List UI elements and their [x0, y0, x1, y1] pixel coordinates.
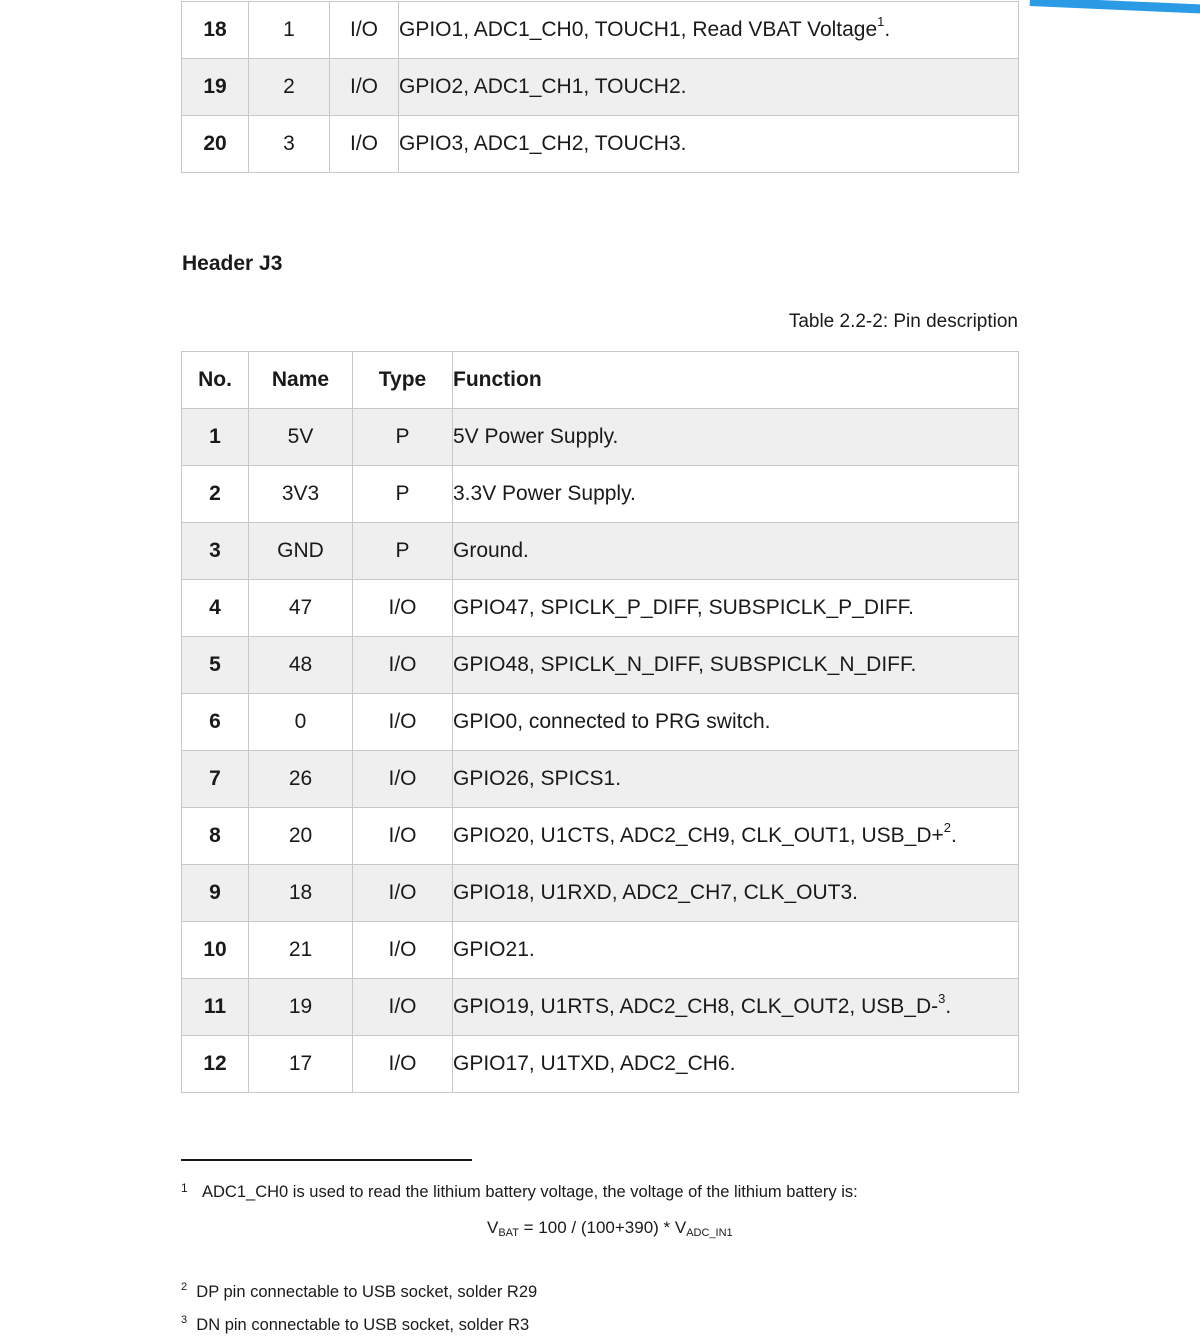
pin-function-cell: GPIO3, ADC1_CH2, TOUCH3.: [399, 116, 1019, 173]
footnote-2: $^2$ DP pin connectable to USB socket, solder R29: [181, 1281, 538, 1301]
pin-function-cell: GPIO0, connected to PRG switch.: [453, 694, 1019, 751]
pin-number-cell: 3: [182, 523, 249, 580]
pin-type-cell: I/O: [353, 979, 453, 1036]
pin-name-cell: 21: [249, 922, 353, 979]
pin-function-cell: GPIO26, SPICS1.: [453, 751, 1019, 808]
table-row: [182, 865, 1019, 922]
pin-number-cell: 2: [182, 466, 249, 523]
pin-number-cell: 12: [182, 1036, 249, 1093]
pin-type-cell: I/O: [353, 808, 453, 865]
pin-type-cell: I/O: [353, 694, 453, 751]
footnote-1-mark: 1: [181, 1181, 188, 1195]
pin-name-cell: 17: [249, 1036, 353, 1093]
pin-function-cell: GPIO1, ADC1_CH0, TOUCH1, Read VBAT Voltage$^1$.: [399, 2, 1019, 59]
pin-name-cell: 3V3: [249, 466, 353, 523]
table-row: [182, 2, 1019, 59]
pin-number-cell: 1: [182, 409, 249, 466]
footnote-3: $^3$ DN pin connectable to USB socket, solder R3: [181, 1314, 530, 1334]
pin-type-cell: I/O: [353, 922, 453, 979]
pin-type-cell: I/O: [330, 116, 399, 173]
pin-type-cell: P: [353, 466, 453, 523]
pin-name-cell: 18: [249, 865, 353, 922]
pin-number-cell: 4: [182, 580, 249, 637]
table-row: [182, 580, 1019, 637]
pin-name-cell: 3: [249, 116, 330, 173]
pin-number-cell: 18: [182, 2, 249, 59]
pin-number-cell: 20: [182, 116, 249, 173]
pin-type-cell: P: [353, 523, 453, 580]
table-row: [182, 694, 1019, 751]
pin-function-cell: GPIO20, U1CTS, ADC2_CH9, CLK_OUT1, USB_D+$^2$.: [453, 808, 1019, 865]
table-row: [182, 1036, 1019, 1093]
table-row: [182, 922, 1019, 979]
pin-number-cell: 11: [182, 979, 249, 1036]
pin-number-cell: 7: [182, 751, 249, 808]
pin-type-cell: I/O: [353, 1036, 453, 1093]
footnote-reference: 2: [943, 820, 951, 835]
pin-number-cell: 10: [182, 922, 249, 979]
table-row: [182, 59, 1019, 116]
pin-type-cell: I/O: [353, 751, 453, 808]
table-row: [182, 751, 1019, 808]
header-name: Name: [249, 352, 353, 409]
table-row: [182, 116, 1019, 173]
table-header-row: [182, 352, 1019, 409]
pin-type-cell: I/O: [330, 2, 399, 59]
pin-table-continued-body: [182, 2, 1019, 173]
pin-name-cell: 1: [249, 2, 330, 59]
pin-number-cell: 9: [182, 865, 249, 922]
pin-type-cell: I/O: [353, 637, 453, 694]
pin-name-cell: 0: [249, 694, 353, 751]
pin-type-cell: P: [353, 409, 453, 466]
pin-function-cell: GPIO18, U1RXD, ADC2_CH7, CLK_OUT3.: [453, 865, 1019, 922]
table-row: [182, 808, 1019, 865]
table-row: [182, 637, 1019, 694]
pin-table-j3-body: [182, 409, 1019, 1093]
pin-function-cell: 5V Power Supply.: [453, 409, 1019, 466]
pin-function-cell: Ground.: [453, 523, 1019, 580]
pin-name-cell: 26: [249, 751, 353, 808]
footnote-1-text: ADC1_CH0 is used to read the lithium battery voltage, the voltage of the lithium battery is:: [202, 1183, 858, 1201]
pin-function-cell: GPIO19, U1RTS, ADC2_CH8, CLK_OUT2, USB_D-$^3$.: [453, 979, 1019, 1036]
pin-number-cell: 19: [182, 59, 249, 116]
pin-name-cell: GND: [249, 523, 353, 580]
pin-function-cell: GPIO21.: [453, 922, 1019, 979]
pin-name-cell: 20: [249, 808, 353, 865]
table-row: [182, 523, 1019, 580]
header-function: Function: [453, 352, 1019, 409]
footnote-reference: 3: [938, 991, 946, 1006]
header-accent-stripe: [1030, 0, 1200, 14]
header-type: Type: [353, 352, 453, 409]
header-no: No.: [182, 352, 249, 409]
section-heading: Header J3: [182, 252, 283, 275]
pin-number-cell: 6: [182, 694, 249, 751]
table-row: [182, 466, 1019, 523]
pin-number-cell: 5: [182, 637, 249, 694]
pin-function-cell: GPIO48, SPICLK_N_DIFF, SUBSPICLK_N_DIFF.: [453, 637, 1019, 694]
pin-name-cell: 2: [249, 59, 330, 116]
table-row: [182, 979, 1019, 1036]
pin-name-cell: 47: [249, 580, 353, 637]
vbat-formula: $V_{BAT} = 100 / (100+390) * V_{ADC\_IN1}$: [487, 1218, 733, 1239]
pin-number-cell: 8: [182, 808, 249, 865]
footnote-reference: 1: [877, 14, 885, 29]
pin-table-continued: [181, 1, 1019, 173]
pin-name-cell: 19: [249, 979, 353, 1036]
table-caption: Table 2.2-2: Pin description: [788, 311, 1018, 332]
pin-name-cell: 48: [249, 637, 353, 694]
pin-function-cell: GPIO17, U1TXD, ADC2_CH6.: [453, 1036, 1019, 1093]
table-row: [182, 409, 1019, 466]
pin-function-cell: 3.3V Power Supply.: [453, 466, 1019, 523]
pin-table-j3: [181, 351, 1019, 1093]
pin-type-cell: I/O: [330, 59, 399, 116]
pin-function-cell: GPIO2, ADC1_CH1, TOUCH2.: [399, 59, 1019, 116]
pin-function-cell: GPIO47, SPICLK_P_DIFF, SUBSPICLK_P_DIFF.: [453, 580, 1019, 637]
footnote-separator: [181, 1159, 472, 1161]
pin-name-cell: 5V: [249, 409, 353, 466]
pin-type-cell: I/O: [353, 865, 453, 922]
pin-type-cell: I/O: [353, 580, 453, 637]
